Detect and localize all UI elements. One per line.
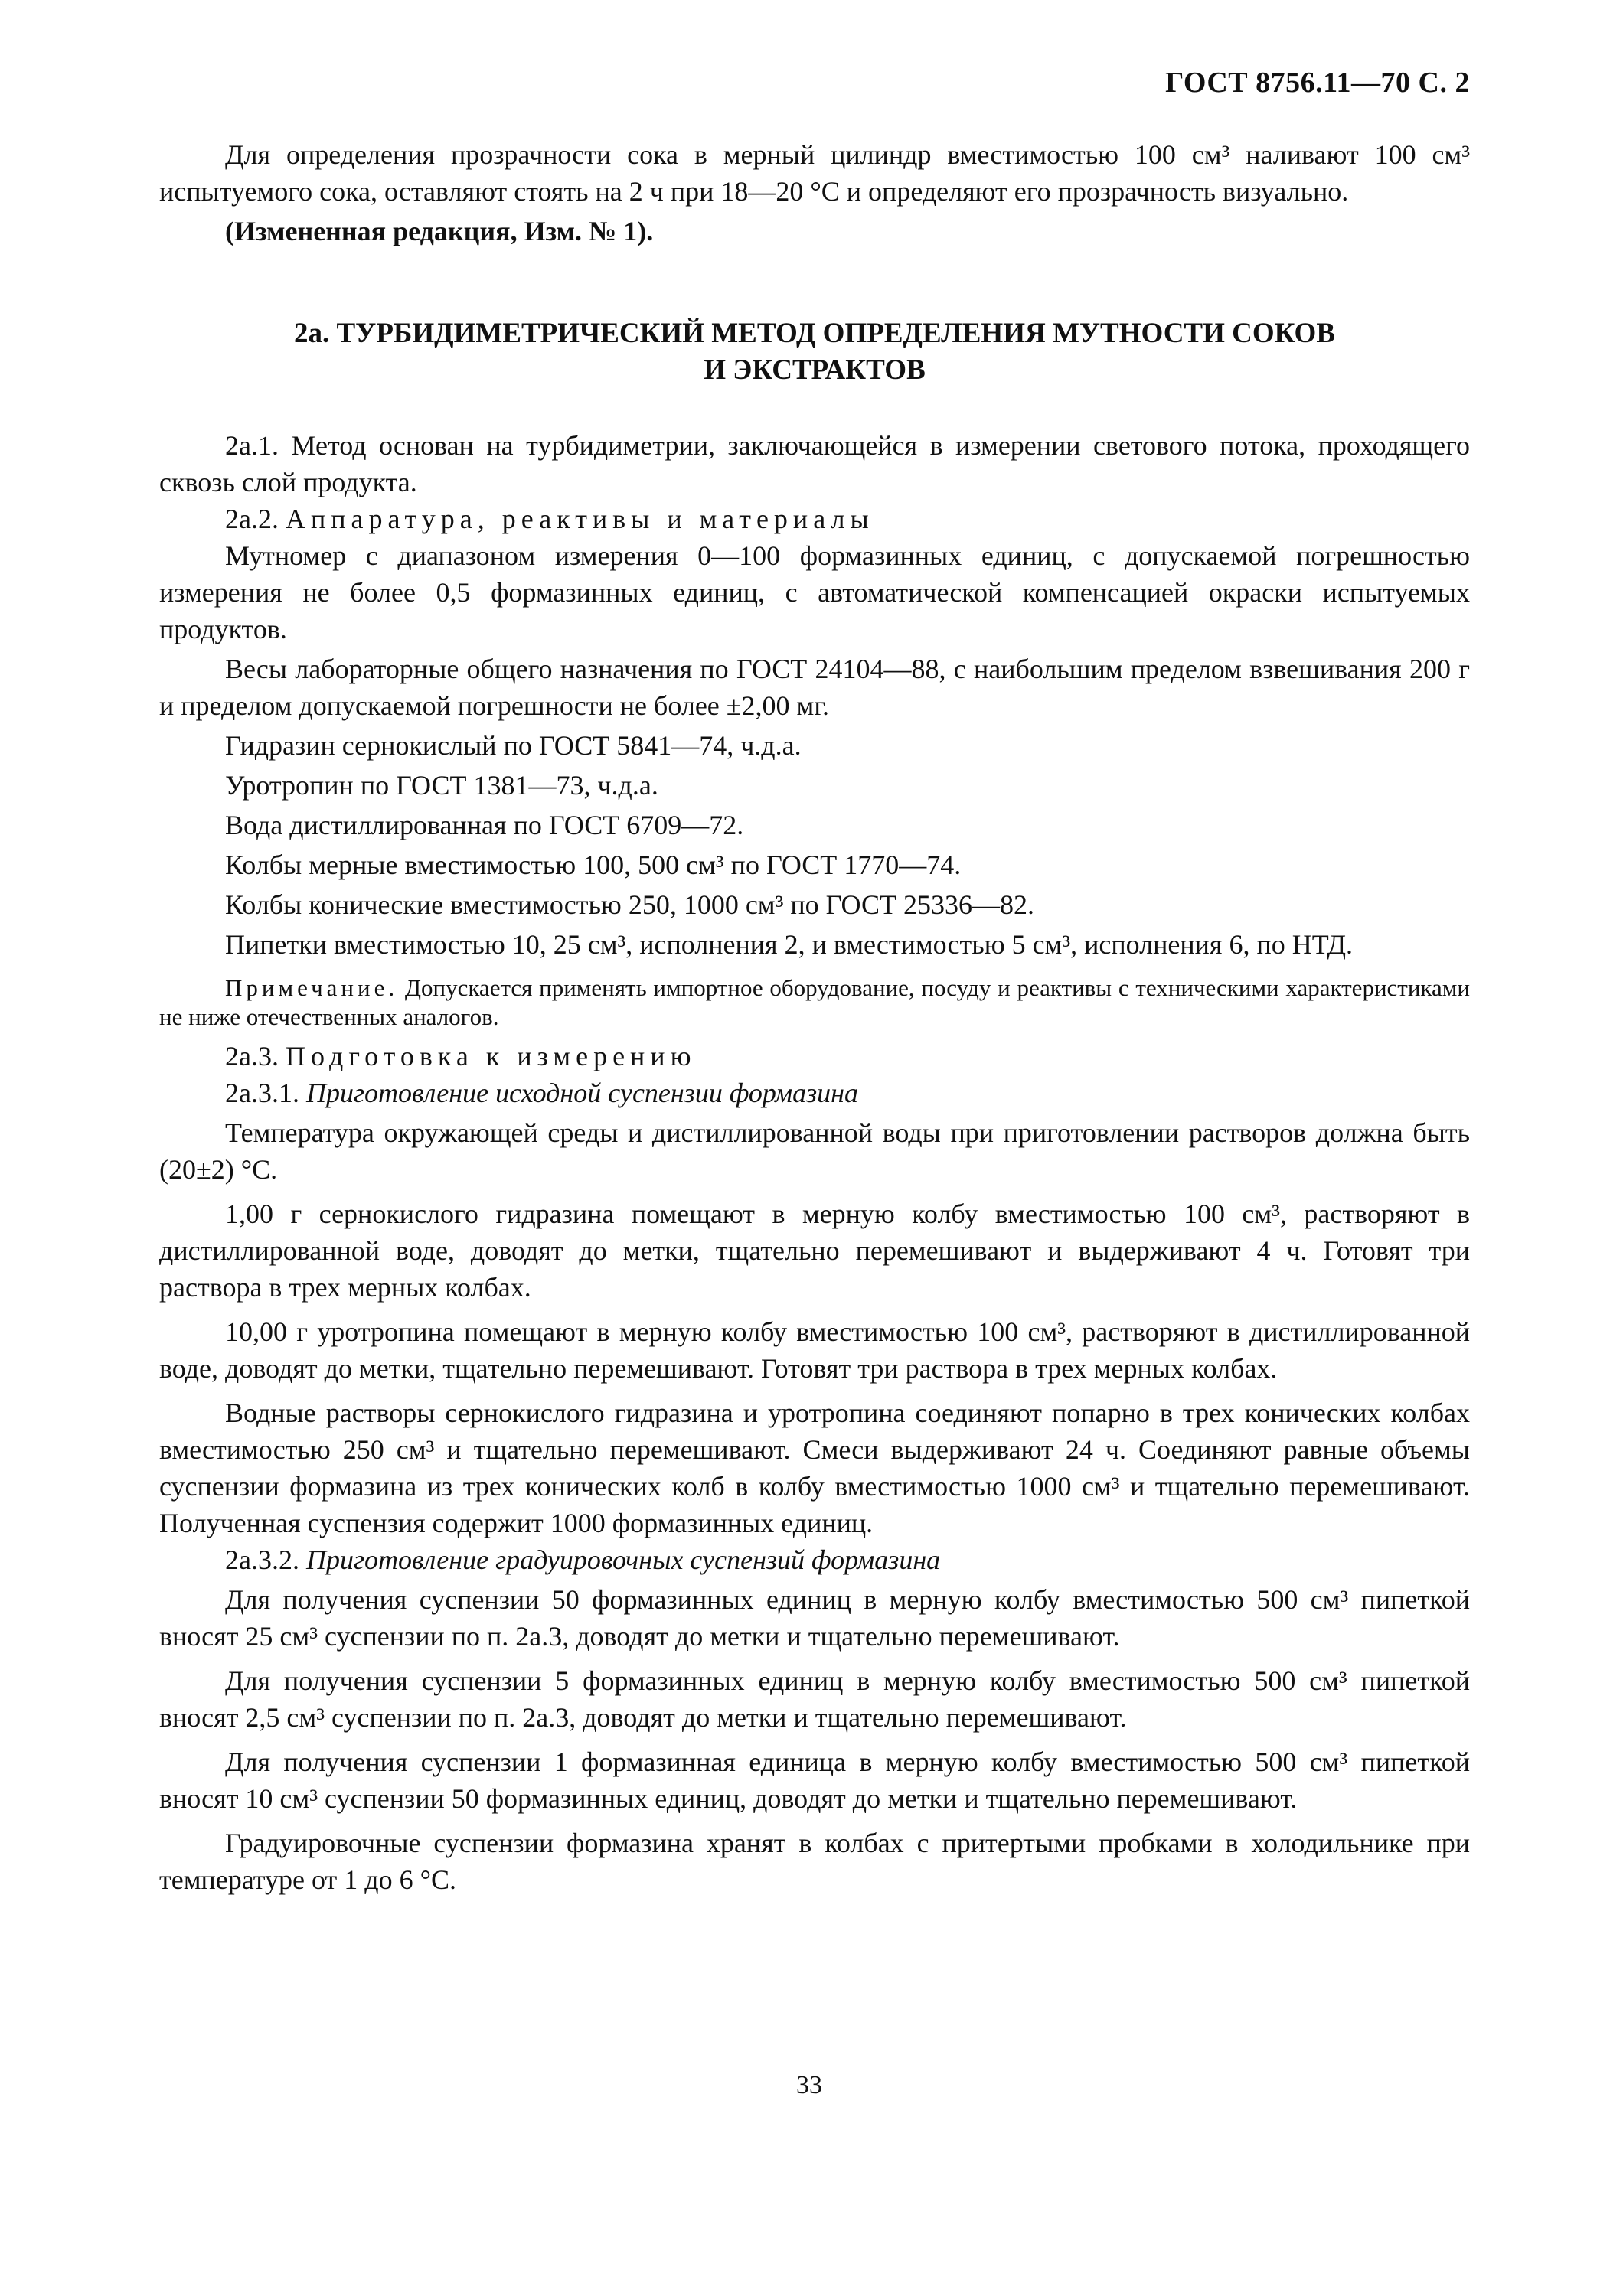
- equipment-item: Колбы мерные вместимостью 100, 500 см³ по ГОСТ 1770—74.: [225, 850, 962, 880]
- clause-2a31-title: Приготовление исходной суспензии формазина: [305, 1078, 858, 1108]
- clause-2a1: 2а.1. Метод основан на турбидиметрии, заключающейся в измерении светового потока, проходящего сквозь слой продукта.: [159, 430, 1470, 497]
- amendment-note: (Измененная редакция, Изм. № 1).: [225, 216, 654, 246]
- section-heading: [159, 315, 1470, 389]
- equipment-item: Гидразин сернокислый по ГОСТ 5841—74, ч.д.а.: [225, 730, 802, 761]
- page-number: 33: [796, 2071, 822, 2099]
- clause-2a32-title: Приготовление градуировочных суспензий формазина: [305, 1544, 941, 1575]
- prep-paragraph: Водные растворы сернокислого гидразина и уротропина соединяют попарно в трех конических колбах вместимостью 250 см³ и тщательно перемешивают. Смеси выдерживают 24 ч. Соединяют равные объемы суспензии формазина из трех конических колб в колбу вместимостью 1000 см³ и тщательно перемешивают. Полученная суспензия содержит 1000 формазинных единиц.: [159, 1397, 1470, 1538]
- equipment-item: Колбы конические вместимостью 250, 1000 см³ по ГОСТ 25336—82.: [225, 889, 1034, 920]
- clause-2a3: [159, 1038, 1470, 1075]
- equipment-item: Весы лабораторные общего назначения по ГОСТ 24104—88, с наибольшим пределом взвешивания 200 г и пределом допускаемой погрешности не более ±2,00 мг.: [159, 654, 1470, 721]
- intro-paragraph: Для определения прозрачности сока в мерный цилиндр вместимостью 100 см³ наливают 100 см³ испытуемого сока, оставляют стоять на 2 ч при 18—20 °С и определяют его прозрачность визуально.: [159, 139, 1470, 207]
- document-page: [159, 136, 1470, 1898]
- prep-paragraph: 1,00 г сернокислого гидразина помещают в мерную колбу вместимостью 100 см³, растворяют в дистиллированной воде, доводят до метки, тщательно перемешивают и выдерживают 4 ч. Готовят три раствора в трех мерных колбах.: [159, 1199, 1470, 1303]
- prep-paragraph: 10,00 г уротропина помещают в мерную колбу вместимостью 100 см³, растворяют в дистиллированной воде, доводят до метки, тщательно перемешивают. Готовят три раствора в трех мерных колбах.: [159, 1316, 1470, 1384]
- clause-2a31: [159, 1075, 1470, 1111]
- section-heading-line2: И ЭКСТРАКТОВ: [704, 354, 926, 386]
- section-heading-line1: 2а. ТУРБИДИМЕТРИЧЕСКИЙ МЕТОД ОПРЕДЕЛЕНИЯ МУТНОСТИ СОКОВ: [293, 318, 1336, 349]
- prep-paragraph: Температура окружающей среды и дистиллированной воды при приготовлении растворов должна быть (20±2) °С.: [159, 1117, 1470, 1185]
- calibration-paragraph: Для получения суспензии 50 формазинных единиц в мерную колбу вместимостью 500 см³ пипеткой вносят 25 см³ суспензии по п. 2а.3, доводят до метки и тщательно перемешивают.: [159, 1584, 1470, 1652]
- clause-2a2-title: Аппаратура, реактивы и материалы: [285, 504, 874, 534]
- note-label: Примечание.: [225, 974, 399, 1001]
- clause-2a2-number: 2а.2.: [225, 504, 286, 534]
- equipment-item: Мутномер с диапазоном измерения 0—100 формазинных единиц, с допускаемой погрешностью измерения не более 0,5 формазинных единиц, с автоматической компенсацией окраски испытуемых продуктов.: [159, 540, 1470, 644]
- calibration-paragraph: Градуировочные суспензии формазина хранят в колбах с притертыми пробками в холодильнике при температуре от 1 до 6 °С.: [159, 1828, 1470, 1895]
- equipment-item: Пипетки вместимостью 10, 25 см³, исполнения 2, и вместимостью 5 см³, исполнения 6, по НТД.: [225, 929, 1354, 960]
- note-text: Допускается применять импортное оборудование, посуду и реактивы с техническими характеристиками не ниже отечественных аналогов.: [159, 974, 1470, 1030]
- clause-2a31-number: 2а.3.1.: [225, 1078, 306, 1108]
- clause-2a3-number: 2а.3.: [225, 1041, 286, 1071]
- note: [159, 974, 1470, 1032]
- equipment-item: Вода дистиллированная по ГОСТ 6709—72.: [225, 810, 744, 840]
- clause-2a2: [159, 501, 1470, 537]
- clause-2a32: [159, 1541, 1470, 1578]
- clause-2a32-number: 2а.3.2.: [225, 1544, 306, 1575]
- clause-2a3-title: Подготовка к измерению: [285, 1041, 697, 1071]
- calibration-paragraph: Для получения суспензии 5 формазинных единиц в мерную колбу вместимостью 500 см³ пипеткой вносят 2,5 см³ суспензии по п. 2а.3, доводят до метки и тщательно перемешивают.: [159, 1665, 1470, 1733]
- calibration-paragraph: Для получения суспензии 1 формазинная единица в мерную колбу вместимостью 500 см³ пипеткой вносят 10 см³ суспензии 50 формазинных единиц, доводят до метки и тщательно перемешивают.: [159, 1746, 1470, 1814]
- equipment-item: Уротропин по ГОСТ 1381—73, ч.д.а.: [225, 770, 658, 801]
- running-head: ГОСТ 8756.11—70 С. 2: [1165, 67, 1470, 99]
